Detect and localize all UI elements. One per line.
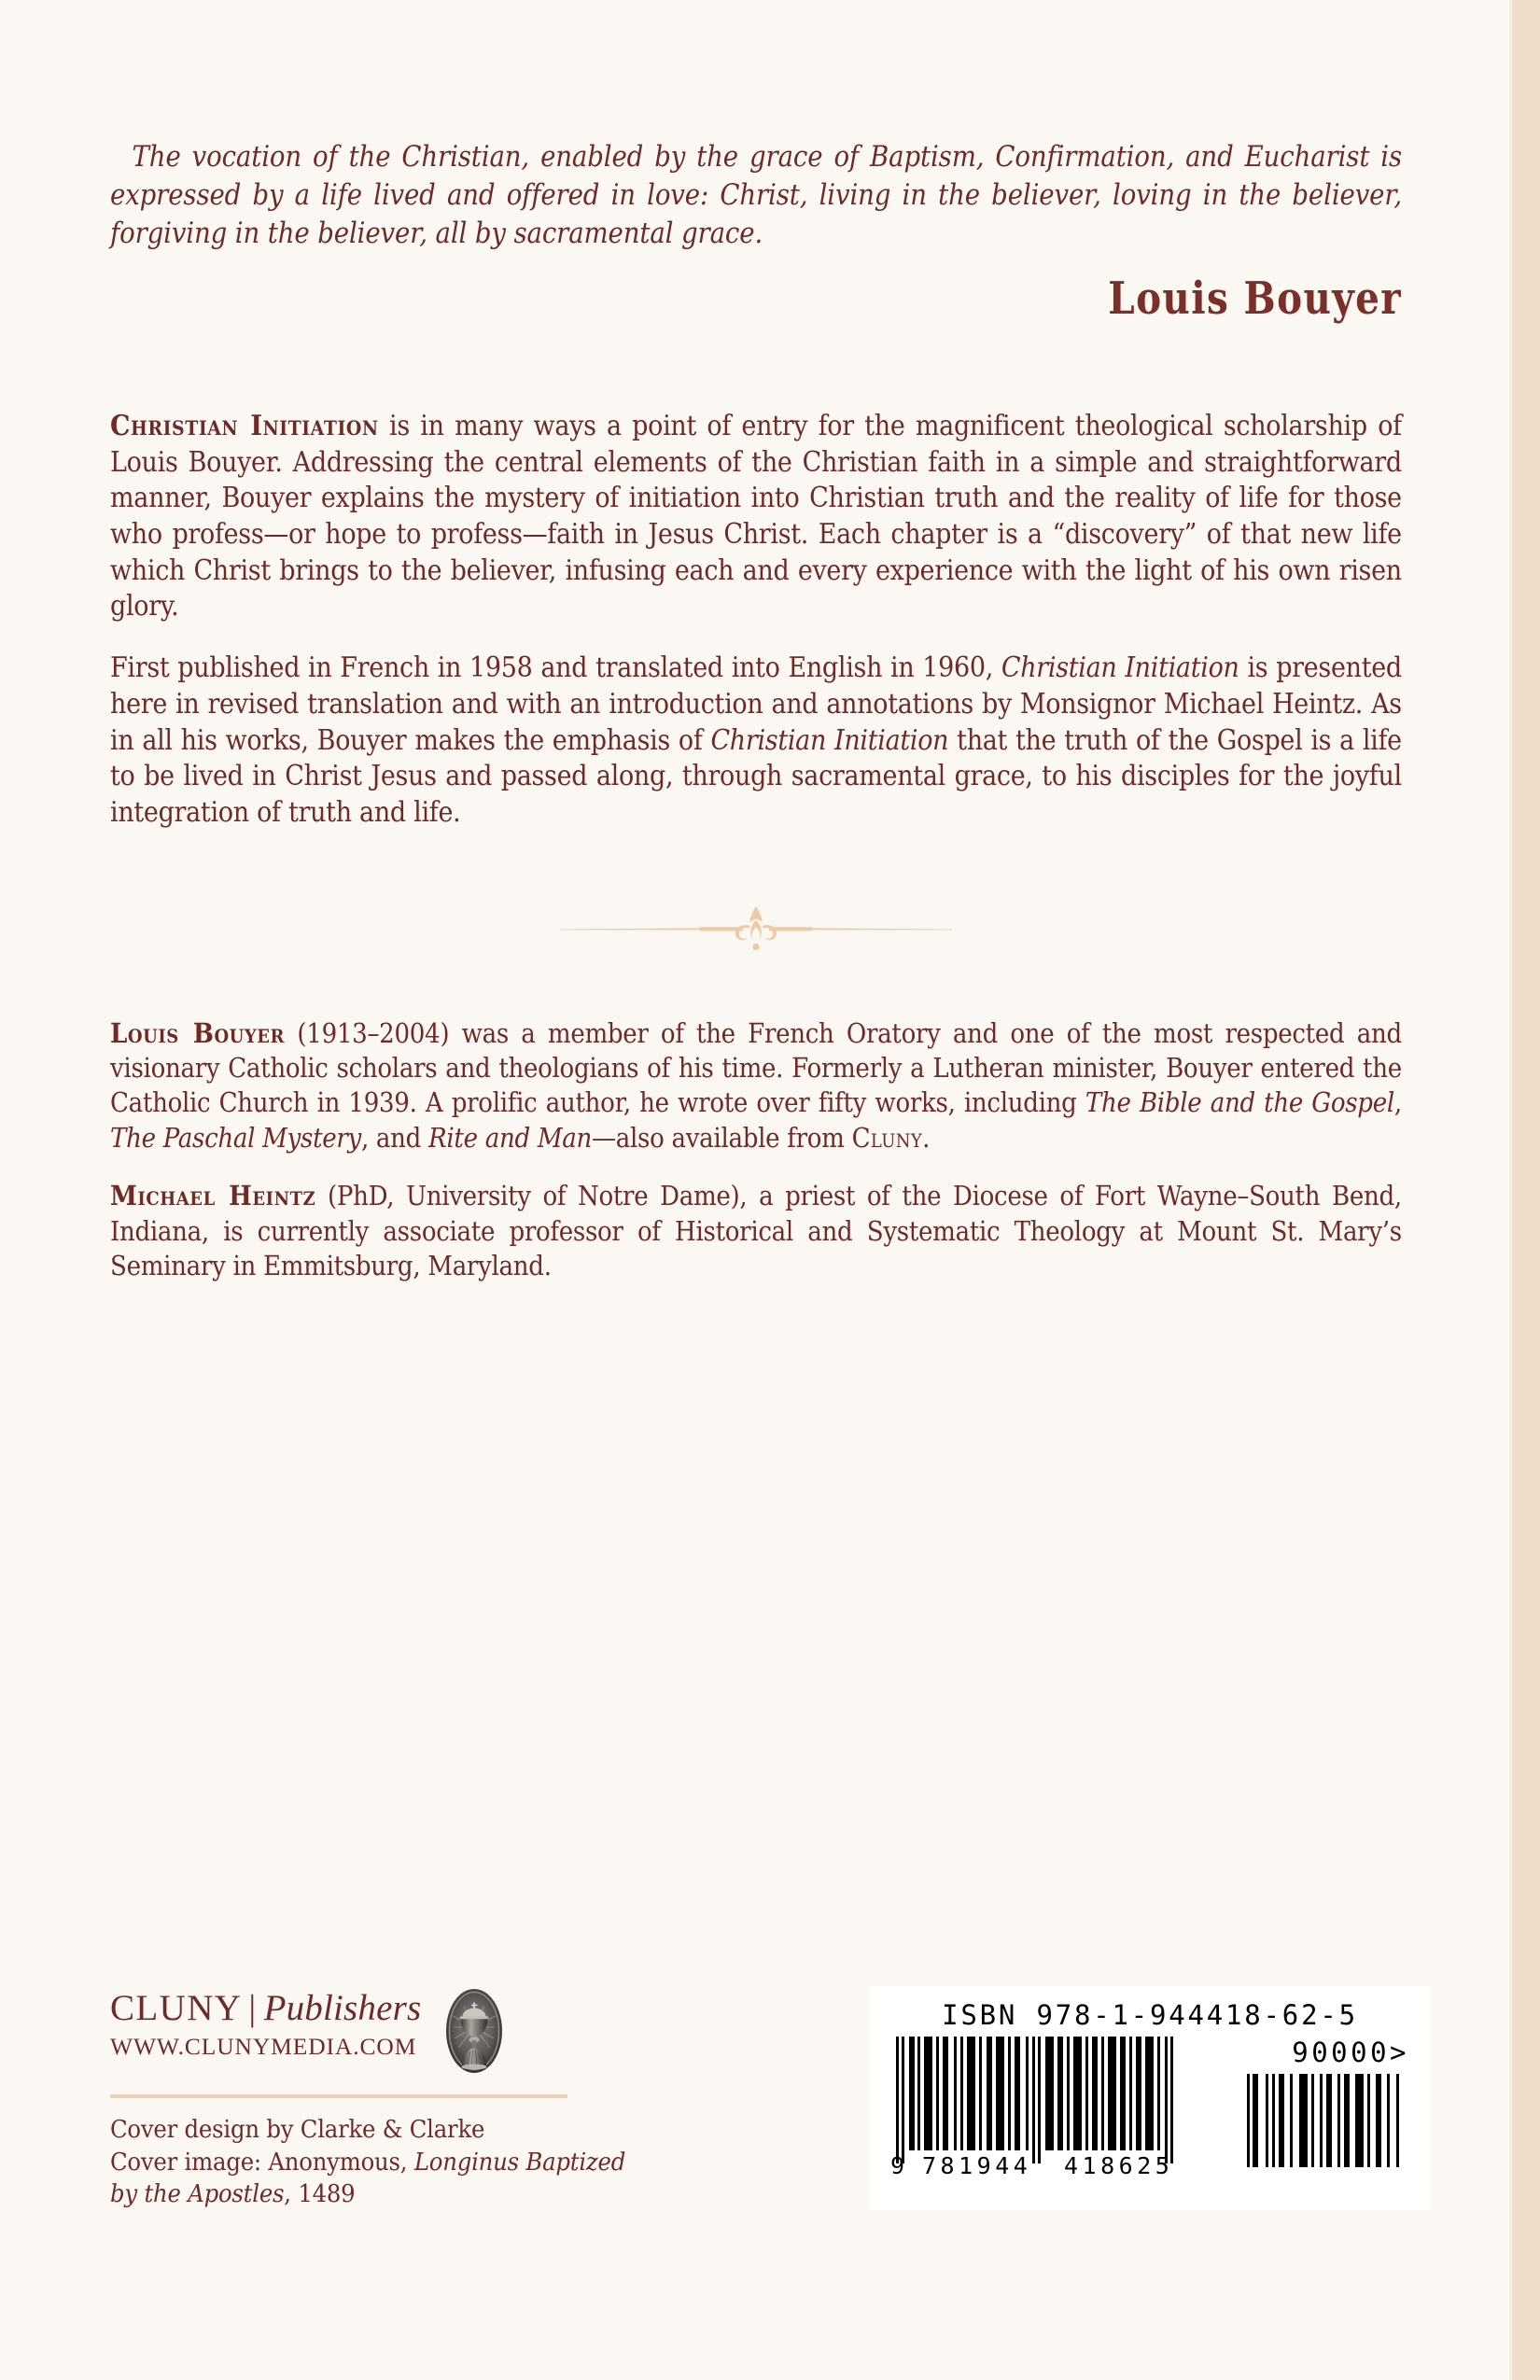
price-addon-text: 90000> [1292,2037,1409,2068]
credit-cover-image-title-line-2: by the Apostles [110,2179,285,2209]
bio-bouyer-work-2: The Paschal Mystery [110,1121,361,1154]
epigraph-quote: The vocation of the Christian, enabled by the grace of Baptism, Confirmation, and Eucharist is expressed by a life lived and offered in love: Christ, living in the believer, loving in the believer, forgiving in the believer, all by sacramental grace. [110,141,1403,251]
publisher-website-url[interactable]: WWW.CLUNYMEDIA.COM [110,2032,417,2060]
footer-section [110,1986,1430,2211]
bio-michael-heintz [110,1179,1402,1283]
bio-bouyer-sep-1: , [1393,1086,1402,1119]
ean13-left-digits: 781944 [922,2152,1032,2179]
credit-cover-image [110,2147,694,2179]
credit-cover-design: Cover design by Clarke & Clarke [110,2115,485,2144]
ean13-barcode-group [890,2037,1198,2177]
isbn-barcode-panel [870,1986,1430,2210]
publisher-logo-row [110,1986,745,2079]
epigraph-attribution-author: Louis Bouyer [1108,272,1402,325]
bio-bouyer-lifespan: (1913–2004) [285,1016,450,1049]
description-paragraph-2 [110,651,1402,831]
bio-bouyer-name: Louis Bouyer [110,1016,286,1049]
description-p2-part-2: is presented here in revised translation and with an introduction and annotations by Monsignor Michael Heintz. As in all his works, Bouyer makes the emphasis of [110,651,1402,757]
price-addon-bars-icon [1245,2074,1409,2173]
ean13-lead-digit: 9 [890,2152,905,2179]
ean13-right-digits: 418625 [1064,2152,1174,2179]
description-p2-title-1: Christian Initiation [1001,651,1239,685]
credit-cover-image-prefix: Cover image: Anonymous, [110,2147,414,2177]
credit-cover-image-continued [110,2178,694,2211]
bio-heintz-text: (PhD, University of Notre Dame), a priest of the Diocese of Fort Wayne–South Bend, Indiana, is currently associate professor of Historical and Systematic Theology at Mount St. Mary’s Seminary in Emmitsburg, Maryland. [110,1180,1402,1282]
epigraph-section [110,0,1402,323]
fleuron-divider-icon [560,903,952,951]
publisher-column [110,1986,745,2211]
bio-heintz-name: Michael Heintz [110,1180,316,1212]
price-addon-group [1245,2037,1409,2173]
book-title-smallcaps: Christian Initiation [110,410,379,443]
chalice-medallion-icon [445,1988,503,2074]
publisher-wordmark-divider: | [248,1988,258,2028]
publisher-wordmark-suffix: Publishers [263,1988,422,2028]
bio-louis-bouyer [110,1016,1402,1156]
ean13-human-readable-digits [890,2152,1198,2179]
bio-bouyer-work-1: The Bible and the Gospel [1085,1086,1394,1119]
bio-bouyer-work-3: Rite and Man [428,1121,592,1154]
chalice-medallion [445,1988,503,2079]
description-paragraph-1 [110,409,1402,625]
cover-credits [110,2114,694,2211]
description-p2-part-1: First published in French in 1958 and translated into English in 1960, [110,651,1001,685]
book-description-section [110,409,1402,832]
barcode-body [890,2037,1409,2177]
description-p2-title-2: Christian Initiation [710,723,949,757]
bio-bouyer-text-2: —also available from [591,1121,852,1154]
bio-bouyer-text-3: . [922,1121,931,1154]
description-paragraph-1-body: is in many ways a point of entry for the magnificent theological scholarship of Louis Bouyer. Addressing the central elements of the Christian faith in a simple and straightforward manner, Bouyer explains the mystery of initiation into Christian truth and the reality of life for those who profess—or hope to profess—faith in Jesus Christ. Each chapter is a “discovery” of that new life which Christ brings to the believer, infusing each and every experience with the light of his own risen glory. [110,410,1402,623]
publisher-wordmark-name: CLUNY [110,1988,243,2028]
publisher-wordmark[interactable] [110,1988,421,2029]
spine-flap-strip [1512,0,1540,2380]
fleuron-divider [110,899,1402,955]
publisher-names [110,1986,421,2061]
contributor-bios-section [110,1016,1402,1284]
bio-bouyer-text-1: was a member of the French Oratory and one of the most respected and visionary Catholic scholars and theologians of his time. Formerly a Lutheran minister, Bouyer entered the Catholic Church in 1939. A prolific author, he wrote over fifty works, including [110,1016,1402,1119]
bio-bouyer-publisher-mention: Cluny [851,1121,923,1154]
credit-cover-image-year: , 1489 [284,2179,356,2209]
description-p2-part-3: that the truth of the Gospel is a life to be lived in Christ Jesus and passed along, through sacramental grace, to his disciples for the joyful integration of truth and life. [110,723,1402,829]
bio-bouyer-sep-2: , and [360,1121,429,1154]
credit-cover-image-title-line-1: Longinus Baptized [413,2147,626,2177]
footer-divider-rule [110,2094,567,2098]
isbn-text-line: ISBN 978-1-944418-62-5 [942,1999,1358,2031]
